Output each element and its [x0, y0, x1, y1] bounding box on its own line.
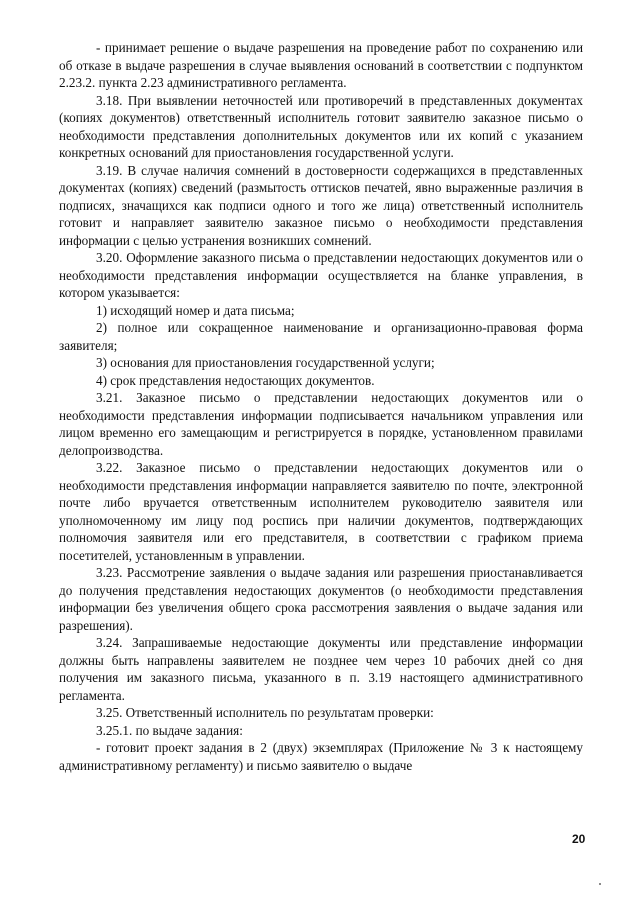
paragraph-3-23: 3.23. Рассмотрение заявления о выдаче задания или разрешения приостанавливается до получения представления недостающих документов (о необходимости представления информации без увеличения общего срока рассмотрения заявления о выдаче задания или разрешения). — [59, 565, 583, 633]
page-number: 20 — [572, 832, 586, 846]
list-item-2: 2) полное или сокращенное наименование и организационно-правовая форма заявителя; — [59, 320, 583, 353]
paragraph-3-25: 3.25. Ответственный исполнитель по результатам проверки: — [96, 705, 434, 720]
paragraph-3-25-1: 3.25.1. по выдаче задания: — [96, 722, 243, 738]
document-body — [59, 39, 583, 774]
scan-dot-mark — [599, 883, 601, 885]
paragraph-3-22: 3.22. Заказное письмо о представлении недостающих документов или о необходимости представления информации направляется заявителю по почте, электронной почте либо вручается ответственным исполнителем руководителю заявителя или уполномоченному им лицу под роспись при наличии документов, подтверждающих полномочия заявителя или его представителя, в соответствии с графиком приема посетителей, установленным в управлении. — [59, 460, 583, 563]
paragraph-3-19: 3.19. В случае наличия сомнений в достоверности содержащихся в представленных документах (копиях) сведений (размытость оттисков печатей, явно выраженные различия в подписях, значащихся как подписи одного и того же лица) ответственный исполнитель готовит и направляет заявителю заказное письмо о необходимости представления информации с целью устранения возникших сомнений. — [59, 162, 583, 248]
paragraph-decision: - принимает решение о выдаче разрешения на проведение работ по сохранению или об отказе в выдаче разрешения в случае выявления оснований в соответствии с подпунктом 2.23.2. пункта 2.23 административного регламента. — [59, 40, 583, 90]
paragraph-3-18: 3.18. При выявлении неточностей или противоречий в представленных документах (копиях документов) ответственный исполнитель готовит заявителю заказное письмо о необходимости представления дополнительных документов или их копий с указанием конкретных оснований для приостановления государственной услуги. — [59, 92, 583, 160]
paragraph-3-20: 3.20. Оформление заказного письма о представлении недостающих документов или о необходимости представления информации осуществляется на бланке управления, в котором указывается: — [59, 250, 583, 300]
list-item-1: 1) исходящий номер и дата письма; — [96, 302, 295, 318]
paragraph-prepare-task: - готовит проект задания в 2 (двух) экземплярах (Приложение № 3 к настоящему административному регламенту) и письмо заявителю о выдаче — [59, 740, 583, 773]
paragraph-3-24: 3.24. Запрашиваемые недостающие документы или представление информации должны быть направлены заявителем не позднее чем через 10 рабочих дней со дня получения им заказного письма, указанного в п. 3.19 настоящего административного регламента. — [59, 635, 583, 703]
list-item-3: 3) основания для приостановления государственной услуги; — [96, 355, 435, 370]
paragraph-3-21: 3.21. Заказное письмо о представлении недостающих документов или о необходимости представления информации подписывается начальником управления или лицом временно его замещающим и регистрируется в порядке, установленном правилами делопроизводства. — [59, 390, 583, 458]
list-item-4: 4) срок представления недостающих документов. — [96, 372, 375, 388]
